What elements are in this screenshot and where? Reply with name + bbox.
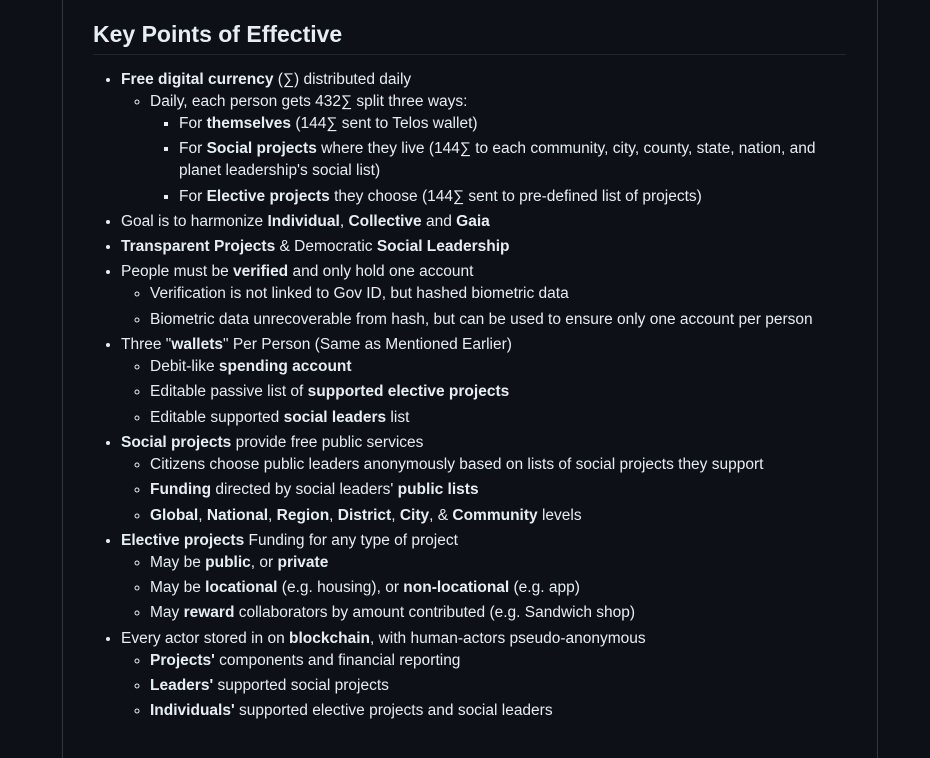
text: they choose (144∑ sent to pre-defined list of projects) xyxy=(329,187,702,205)
text: May be xyxy=(150,553,206,571)
text: , & xyxy=(429,506,453,524)
text: , xyxy=(198,506,207,524)
text: Three " xyxy=(121,336,172,354)
bold-text: themselves xyxy=(206,115,292,132)
text: For xyxy=(179,187,207,205)
bold-text: supported elective projects xyxy=(307,383,510,401)
bold-text: social leaders xyxy=(283,408,387,426)
bold-text: Region xyxy=(276,506,330,524)
list-item xyxy=(179,138,846,182)
text: Every actor stored in on xyxy=(121,629,289,647)
text: where they live (144∑ to each community, city, county, state, nation, and planet leadership's social list) xyxy=(179,140,816,180)
list-item xyxy=(121,334,846,429)
bold-text: Funding xyxy=(150,481,212,499)
text: Citizens choose public leaders anonymously based on lists of social projects they support xyxy=(150,455,764,473)
bold-text: private xyxy=(277,553,329,571)
bold-text: verified xyxy=(233,263,289,281)
bold-text: Individual xyxy=(267,212,340,230)
list-item xyxy=(121,432,846,527)
text: Biometric data unrecoverable from hash, but can be used to ensure only one account per person xyxy=(150,310,813,328)
text: , xyxy=(268,506,277,524)
bold-text: Projects' xyxy=(150,651,215,669)
sub-list xyxy=(150,113,846,208)
text: (e.g. housing), or xyxy=(277,579,404,597)
list-item xyxy=(150,602,846,624)
section-heading: Key Points of Effective xyxy=(93,18,846,55)
list-item xyxy=(150,381,846,403)
bold-text: Social projects xyxy=(121,433,232,451)
text: list xyxy=(386,408,410,426)
list-item xyxy=(150,700,846,722)
text: May be xyxy=(150,579,206,597)
bold-text: Leaders' xyxy=(150,677,214,695)
list-item xyxy=(179,186,846,208)
bold-text: locational xyxy=(205,579,278,597)
text: (144∑ sent to Telos wallet) xyxy=(291,115,478,132)
text: components and financial reporting xyxy=(214,651,461,669)
list-item xyxy=(150,552,846,574)
list-item xyxy=(121,69,846,208)
text: May xyxy=(150,604,184,622)
list-item xyxy=(121,628,846,723)
text: levels xyxy=(537,506,582,524)
text: " Per Person (Same as Mentioned Earlier) xyxy=(223,336,512,354)
sub-list xyxy=(121,552,846,625)
bold-text: Social Leadership xyxy=(376,238,510,256)
text: Editable passive list of xyxy=(150,383,308,401)
bold-text: reward xyxy=(183,604,235,622)
list-item xyxy=(121,530,846,625)
bold-text: Collective xyxy=(348,212,422,230)
list-item xyxy=(150,356,846,378)
list-item xyxy=(150,650,846,672)
text: and only hold one account xyxy=(288,263,474,281)
list-item xyxy=(150,283,846,305)
text: Goal is to harmonize xyxy=(121,212,268,230)
text: , xyxy=(339,212,349,230)
bold-text: Elective projects xyxy=(206,187,330,205)
text: provide free public services xyxy=(231,433,424,451)
list-item xyxy=(121,236,846,258)
list-item xyxy=(150,407,846,429)
bold-text: District xyxy=(337,506,392,524)
bold-text: National xyxy=(206,506,269,524)
bold-text: blockchain xyxy=(289,629,370,647)
list-item xyxy=(150,309,846,331)
sub-list xyxy=(121,91,846,208)
sub-list xyxy=(121,454,846,527)
sub-list xyxy=(121,650,846,723)
sub-list xyxy=(121,283,846,330)
text: For xyxy=(179,115,207,132)
list-item xyxy=(150,675,846,697)
text: supported social projects xyxy=(213,677,389,695)
text: , xyxy=(329,506,338,524)
list-item xyxy=(150,454,846,476)
list-item xyxy=(150,577,846,599)
text: (∑) distributed daily xyxy=(273,71,412,88)
list-item xyxy=(179,113,846,135)
list-item xyxy=(150,91,846,208)
text: , with human-actors pseudo-anonymous xyxy=(369,629,646,647)
bold-text: public xyxy=(205,553,251,571)
text: Debit-like xyxy=(150,358,219,376)
text: & Democratic xyxy=(275,238,377,256)
text: People must be xyxy=(121,263,234,281)
markdown-body xyxy=(93,18,846,722)
text: Daily, each person gets 432∑ split three ways: xyxy=(150,93,468,110)
bold-text: City xyxy=(399,506,430,524)
text: , or xyxy=(250,553,278,571)
text: For xyxy=(179,140,207,158)
bold-text: Transparent Projects xyxy=(121,238,276,256)
bold-text: Individuals' xyxy=(150,702,235,720)
bold-text: wallets xyxy=(171,336,224,354)
list-item xyxy=(150,479,846,501)
bold-text: Free digital currency xyxy=(121,71,274,88)
key-points-list xyxy=(93,69,846,722)
text: Verification is not linked to Gov ID, but hashed biometric data xyxy=(150,285,569,303)
bold-text: spending account xyxy=(218,358,352,376)
text: (e.g. app) xyxy=(509,579,580,597)
bold-text: public lists xyxy=(397,481,479,499)
bold-text: Community xyxy=(452,506,538,524)
bold-text: Elective projects xyxy=(121,531,245,549)
text: , xyxy=(391,506,400,524)
list-item xyxy=(150,505,846,527)
text: supported elective projects and social leaders xyxy=(234,702,553,720)
bold-text: non-locational xyxy=(403,579,510,597)
text: Funding for any type of project xyxy=(244,531,458,549)
list-item xyxy=(121,261,846,330)
text: directed by social leaders' xyxy=(211,481,398,499)
text: collaborators by amount contributed (e.g. Sandwich shop) xyxy=(234,604,636,622)
bold-text: Global xyxy=(150,506,199,524)
text: Editable supported xyxy=(150,408,284,426)
bold-text: Gaia xyxy=(456,212,490,230)
text: and xyxy=(421,212,457,230)
bold-text: Social projects xyxy=(206,140,317,158)
sub-list xyxy=(121,356,846,429)
list-item xyxy=(121,211,846,233)
